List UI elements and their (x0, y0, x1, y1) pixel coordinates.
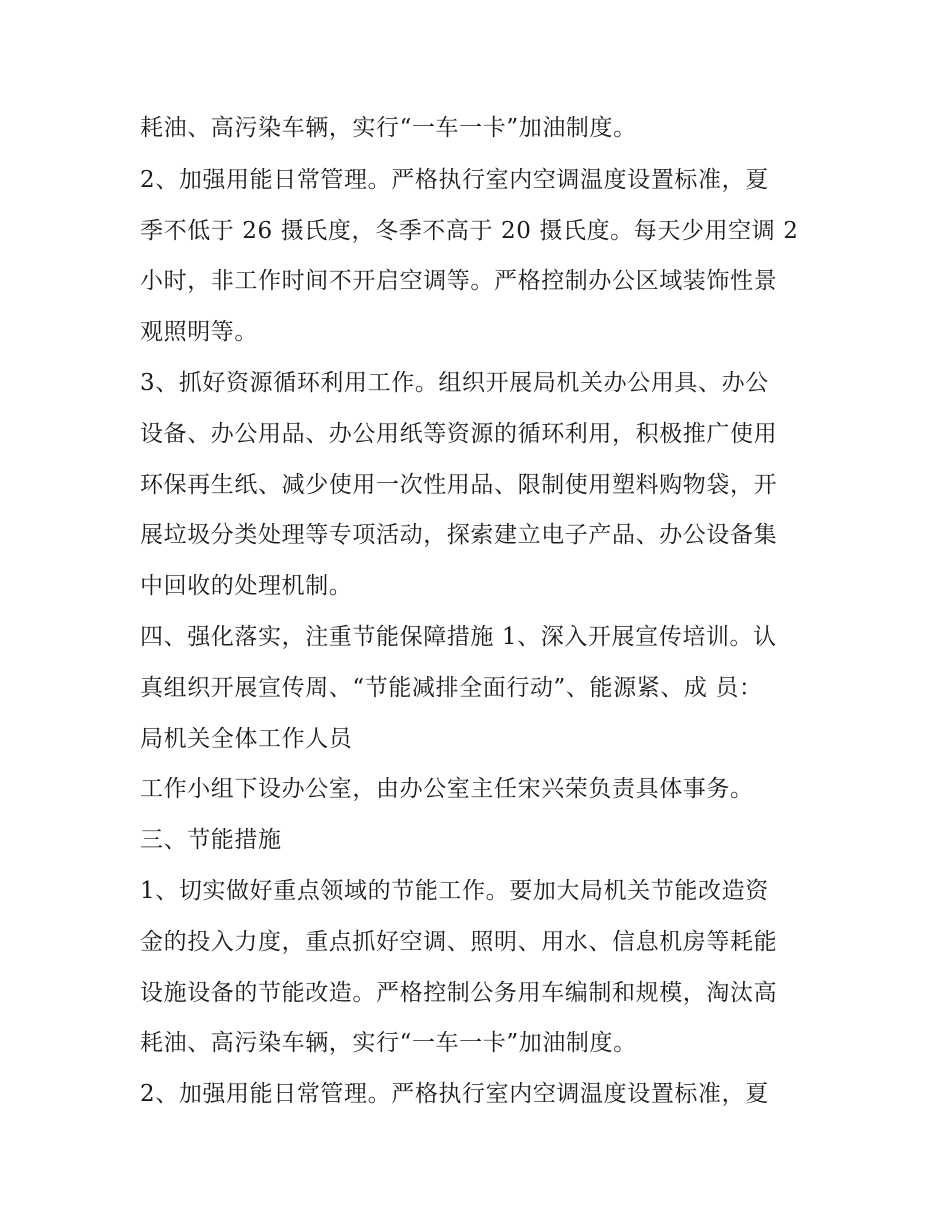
paragraph-line: 真组织开展宣传周、“节能减排全面行动”、能源紧、成 员： (140, 675, 763, 701)
paragraph-line: 小时，非工作时间不开启空调等。严格控制办公区域装饰性景 (140, 268, 778, 294)
section-heading: 三、节能措施 (140, 827, 282, 853)
paragraph-line: 展垃圾分类处理等专项活动，探索建立电子产品、办公设备集 (140, 522, 778, 548)
paragraph-line: 四、强化落实，注重节能保障措施 1、深入开展宣传培训。认 (140, 624, 777, 650)
paragraph-line: 设施设备的节能改造。严格控制公务用车编制和规模，淘汰高 (140, 980, 778, 1006)
paragraph-line: 1、切实做好重点领域的节能工作。要加大局机关节能改造资 (140, 878, 769, 904)
paragraph-line: 2、加强用能日常管理。严格执行室内空调温度设置标准，夏 (140, 1081, 769, 1107)
paragraph-line: 2、加强用能日常管理。严格执行室内空调温度设置标准，夏 (140, 167, 769, 193)
paragraph-line: 耗油、高污染车辆，实行“一车一卡”加油制度。 (140, 1030, 637, 1056)
paragraph-line: 工作小组下设办公室，由办公室主任宋兴荣负责具体事务。 (140, 776, 754, 802)
paragraph-line: 局机关全体工作人员 (140, 726, 353, 752)
paragraph-line: 耗油、高污染车辆，实行“一车一卡”加油制度。 (140, 115, 637, 141)
paragraph-line: 观照明等。 (140, 319, 258, 345)
paragraph-line: 金的投入力度，重点抓好空调、照明、用水、信息机房等耗能 (140, 929, 778, 955)
paragraph-line: 设备、办公用品、办公用纸等资源的循环利用，积极推广使用 (140, 421, 778, 447)
paragraph-line: 中回收的处理机制。 (140, 573, 353, 599)
paragraph-line: 环保再生纸、减少使用一次性用品、限制使用塑料购物袋，开 (140, 472, 778, 498)
paragraph-line: 3、抓好资源循环利用工作。组织开展局机关办公用具、办公 (140, 370, 769, 396)
paragraph-line: 季不低于 26 摄氏度，冬季不高于 20 摄氏度。每天少用空调 2 (140, 218, 799, 244)
